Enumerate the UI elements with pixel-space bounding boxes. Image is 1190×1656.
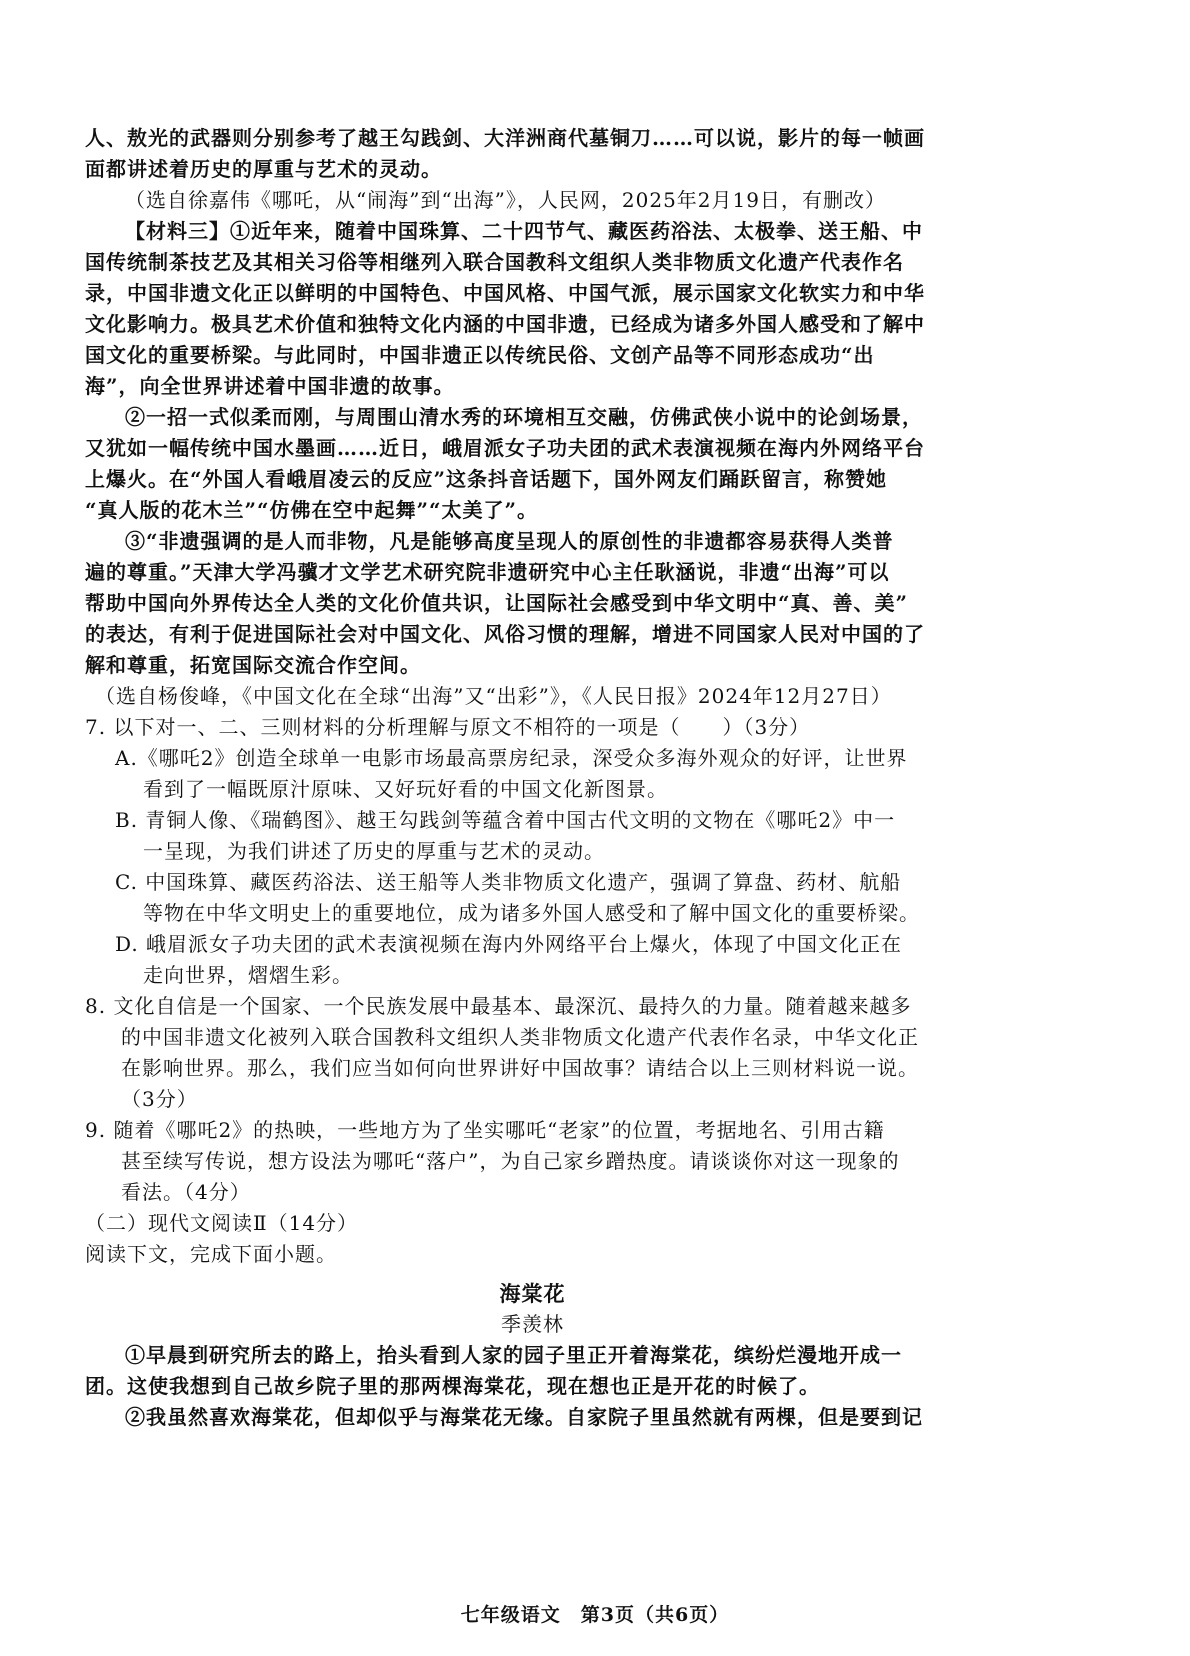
- text-line: B. 青铜人像、《瑞鹤图》、越王勾践剑等蕴含着中国古代文明的文物在《哪吒2》中一: [115, 808, 896, 832]
- text-line: 一呈现，为我们讲述了历史的厚重与艺术的灵动。: [143, 839, 605, 863]
- article-title: 海棠花: [499, 1281, 566, 1306]
- text-line: 上爆火。在“外国人看峨眉凌云的反应”这条抖音话题下，国外网友们踊跃留言，称赞她: [85, 467, 888, 491]
- text-line: 海”，向全世界讲述着中国非遗的故事。: [85, 374, 455, 398]
- body-text: [85, 123, 1040, 1270]
- text-line: 看法。（4分）: [121, 1180, 251, 1204]
- text-line: （二）现代文阅读Ⅱ（14分）: [85, 1211, 359, 1235]
- text-line: 人、敖光的武器则分别参考了越王勾践剑、大洋洲商代墓铜刀……可以说，影片的每一帧画: [85, 126, 925, 150]
- text-line: 团。这使我想到自己故乡院子里的那两棵海棠花，现在想也正是开花的时候了。: [85, 1374, 820, 1398]
- text-line: 的表达，有利于促进国际社会对中国文化、风俗习惯的理解，增进不同国家人民对中国的了: [85, 622, 925, 646]
- text-line: 遍的尊重。”天津大学冯骥才文学艺术研究院非遗研究中心主任耿涵说，非遗“出海”可以: [85, 560, 890, 584]
- text-line: 9. 随着《哪吒2》的热映，一些地方为了坐实哪吒“老家”的位置，考据地名、引用古籍: [85, 1118, 885, 1142]
- text-line: （选自徐嘉伟《哪吒，从“闹海”到“出海”》，人民网，2025年2月19日，有删改）: [125, 188, 886, 212]
- text-line: 甚至续写传说，想方设法为哪吒“落户”，为自己家乡蹭热度。请谈谈你对这一现象的: [121, 1149, 900, 1173]
- text-line: 又犹如一幅传统中国水墨画……近日，峨眉派女子功夫团的武术表演视频在海内外网络平台: [85, 436, 925, 460]
- text-line: 8. 文化自信是一个国家、一个民族发展中最基本、最深沉、最持久的力量。随着越来越多: [85, 994, 912, 1018]
- text-line: 国传统制茶技艺及其相关习俗等相继列入联合国教科文组织人类非物质文化遗产代表作名: [85, 250, 904, 274]
- text-line: D. 峨眉派女子功夫团的武术表演视频在海内外网络平台上爆火，体现了中国文化正在: [115, 932, 903, 956]
- text-line: 国文化的重要桥梁。与此同时，中国非遗正以传统民俗、文创产品等不同形态成功“出: [85, 343, 875, 367]
- text-line: ②我虽然喜欢海棠花，但却似乎与海棠花无缘。自家院子里虽然就有两棵，但是要到记: [125, 1405, 923, 1429]
- article-text: [85, 1340, 1040, 1433]
- text-line: 等物在中华文明史上的重要地位，成为诸多外国人感受和了解中国文化的重要桥梁。: [143, 901, 920, 925]
- text-line: 看到了一幅既原汁原味、又好玩好看的中国文化新图景。: [143, 777, 668, 801]
- text-line: “真人版的花木兰”“仿佛在空中起舞”“太美了”。: [85, 498, 539, 522]
- text-line: 阅读下文，完成下面小题。: [85, 1242, 337, 1266]
- page-footer: 七年级语文 第3页（共6页）: [460, 1604, 730, 1626]
- text-line: 的中国非遗文化被列入联合国教科文组织人类非物质文化遗产代表作名录，中华文化正: [121, 1025, 919, 1049]
- text-line: 走向世界，熠熠生彩。: [143, 963, 353, 987]
- text-line: C. 中国珠算、藏医药浴法、送王船等人类非物质文化遗产，强调了算盘、药材、航船: [115, 870, 902, 894]
- text-line: 帮助中国向外界传达全人类的文化价值共识，让国际社会感受到中华文明中“真、善、美”: [85, 591, 909, 615]
- text-line: 在影响世界。那么，我们应当如何向世界讲好中国故事？请结合以上三则材料说一说。: [121, 1056, 919, 1080]
- text-line: 面都讲述着历史的厚重与艺术的灵动。: [85, 157, 442, 181]
- text-line: ②一招一式似柔而刚，与周围山清水秀的环境相互交融，仿佛武侠小说中的论剑场景，: [125, 405, 923, 429]
- text-line: 【材料三】①近年来，随着中国珠算、二十四节气、藏医药浴法、太极拳、送王船、中: [125, 219, 923, 243]
- text-line: （选自杨俊峰，《中国文化在全球“出海”又“出彩”》，《人民日报》2024年12月27日）: [95, 684, 892, 708]
- text-line: ①早晨到研究所去的路上，抬头看到人家的园子里正开着海棠花，缤纷烂漫地开成一: [125, 1343, 902, 1367]
- text-line: 文化影响力。极具艺术价值和独特文化内涵的中国非遗，已经成为诸多外国人感受和了解中: [85, 312, 925, 336]
- text-line: （3分）: [121, 1087, 198, 1111]
- text-line: ③“非遗强调的是人而非物，凡是能够高度呈现人的原创性的非遗都容易获得人类普: [125, 529, 894, 553]
- text-line: 7. 以下对一、二、三则材料的分析理解与原文不相符的一项是（ ）（3分）: [85, 715, 811, 739]
- text-line: 录，中国非遗文化正以鲜明的中国特色、中国风格、中国气派，展示国家文化软实力和中华: [85, 281, 925, 305]
- text-line: 解和尊重，拓宽国际交流合作空间。: [85, 653, 421, 677]
- text-line: A.《哪吒2》创造全球单一电影市场最高票房纪录，深受众多海外观众的好评，让世界: [115, 746, 908, 770]
- article-author: 季羡林: [501, 1312, 564, 1336]
